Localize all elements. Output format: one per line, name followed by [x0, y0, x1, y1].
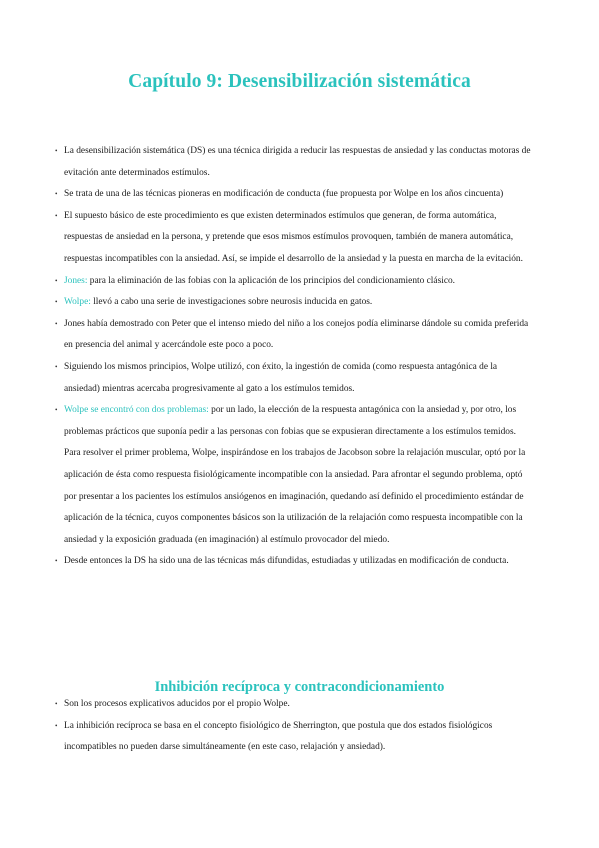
bullet-text: Son los procesos explicativos aducidos por el propio Wolpe. — [64, 699, 290, 709]
list-item — [55, 292, 532, 314]
bullet-icon: • — [55, 298, 58, 307]
bullet-text: Se trata de una de las técnicas pioneras en modificación de conducta (fue propuesta por Wolpe en los años cincuenta) — [64, 189, 504, 200]
bullet-icon: • — [55, 319, 58, 328]
bullet-icon: • — [55, 211, 58, 220]
bullet-icon: • — [55, 190, 58, 199]
bullet-text: llevó a cabo una serie de investigaciones sobre neurosis inducida en gatos. — [90, 297, 373, 308]
list-item — [55, 271, 532, 293]
section1-bullet-list — [55, 141, 532, 573]
list-item — [55, 314, 532, 357]
highlighted-lead: Jones: — [64, 275, 88, 286]
bullet-icon: • — [55, 557, 58, 566]
bullet-icon: • — [55, 362, 58, 371]
bullet-icon: • — [55, 406, 58, 415]
bullet-text: por un lado, la elección de la respuesta antagónica con la ansiedad y, por otro, los problemas prácticos que suponía pedir a las personas con fobias que se expusieran directamente a los estímulos temidos. Para resolver el primer problema, Wolpe, inspirándose en los trabajos de Jacobson sobre la relajación muscular, optó por la aplicación de ésta como respuesta fisiológicamente incompatible con la ansiedad. Para afrontar el segundo problema, optó por presentar a los pacientes los estímulos ansiógenos en imaginación, quedando así definido el procedimiento estándar de aplicación de la técnica, cuyos componentes básicos son la utilización de la relajación como respuesta incompatible con la ansiedad y la exposición graduada (en imaginación) al estímulo provocador del miedo. — [64, 405, 526, 545]
section2-bullet-list — [55, 694, 532, 759]
highlighted-lead: Wolpe: — [64, 297, 91, 308]
bullet-text: La inhibición recíproca se basa en el concepto fisiológico de Sherrington, que postula que dos estados fisiológicos incompatibles no pueden darse simultáneamente (en este caso, relajación y ansiedad). — [64, 720, 493, 753]
bullet-icon: • — [55, 147, 58, 155]
bullet-text: La desensibilización sistemática (DS) es una técnica dirigida a reducir las respuestas de ansiedad y las conductas motoras de evitación ante determinados estímulos. — [64, 146, 531, 178]
bullet-text: El supuesto básico de este procedimiento es que existen determinados estímulos que generan, de forma automática, respuestas de ansiedad en la persona, y pretende que esos mismos estímulos provoquen, también de manera automática, respuestas incompatibles con la ansiedad. Así, se impide el desarrollo de la ansiedad y la puesta en marcha de la evitación. — [64, 210, 523, 264]
list-item — [55, 694, 532, 716]
chapter-title: Capítulo 9: Desensibilización sistemática — [128, 71, 471, 93]
list-item — [55, 400, 532, 551]
bullet-text: Desde entonces la DS ha sido una de las técnicas más difundidas, estudiadas y utilizadas en modificación de conducta. — [64, 556, 509, 567]
list-item — [55, 184, 532, 206]
bullet-text: para la eliminación de las fobias con la aplicación de los principios del condicionamiento clásico. — [87, 275, 456, 286]
list-item — [55, 206, 532, 271]
bullet-text: Siguiendo los mismos principios, Wolpe utilizó, con éxito, la ingestión de comida (como respuesta antagónica de la ansiedad) mientras acercaba progresivamente al gato a los estímulos temidos. — [64, 361, 498, 394]
list-item — [55, 716, 532, 759]
bullet-text: Jones había demostrado con Peter que el intenso miedo del niño a los conejos podía eliminarse dándole su comida preferida en presencia del animal y acercándole este poco a poco. — [64, 318, 529, 351]
list-item — [55, 551, 532, 573]
list-item — [55, 141, 532, 184]
highlighted-lead: Wolpe se encontró con dos problemas: — [64, 405, 209, 416]
bullet-icon: • — [55, 700, 58, 708]
bullet-icon: • — [55, 721, 58, 730]
list-item — [55, 357, 532, 400]
section2-heading: Inhibición recíproca y contracondicionamiento — [154, 679, 445, 696]
bullet-icon: • — [55, 276, 58, 285]
